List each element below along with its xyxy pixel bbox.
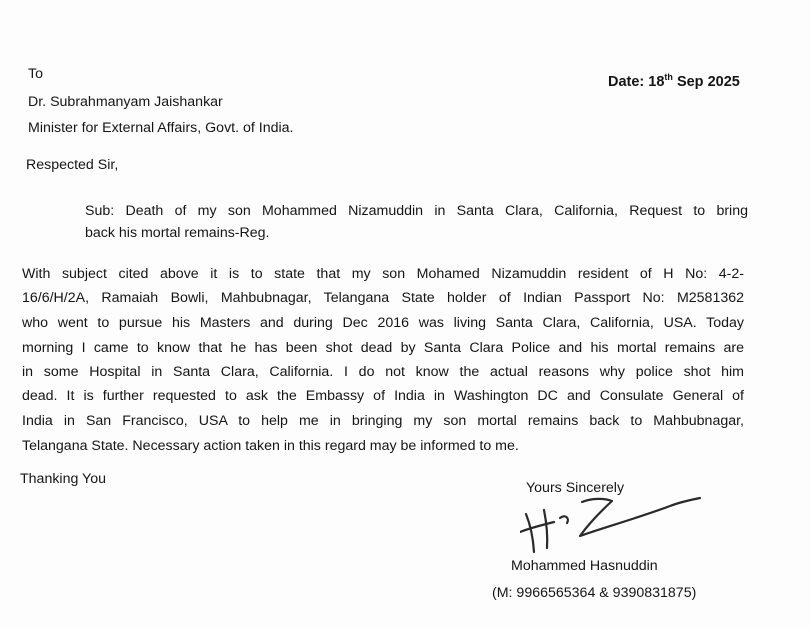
date-prefix: Date: 18 bbox=[608, 74, 665, 90]
body-line: India in San Francisco, USA to help me in bringing my son mortal remains back to Mahbubnagar, bbox=[22, 413, 744, 429]
closing-text: Yours Sincerely bbox=[526, 480, 625, 496]
recipient-title: Minister for External Affairs, Govt. of India. bbox=[28, 120, 294, 136]
subject-line: back his mortal remains-Reg. bbox=[85, 225, 270, 241]
subject-line: Sub: Death of my son Mohammed Nizamuddin in Santa Clara, California, Request to bring bbox=[85, 203, 748, 219]
salutation: Respected Sir, bbox=[26, 157, 119, 173]
body-line: dead. It is further requested to ask the Embassy of India in Washington DC and Consulate General of bbox=[22, 388, 744, 404]
recipient-name: Dr. Subrahmanyam Jaishankar bbox=[28, 94, 223, 110]
date-superscript: th bbox=[664, 72, 673, 82]
date-suffix: Sep 2025 bbox=[672, 74, 740, 90]
letter-date bbox=[608, 73, 740, 91]
sender-name: Mohammed Hasnuddin bbox=[511, 558, 658, 574]
thanking-text: Thanking You bbox=[20, 471, 106, 487]
body-line: morning I came to know that he has been shot dead by Santa Clara Police and his mortal remains are bbox=[22, 340, 744, 356]
body-line: With subject cited above it is to state that my son Mohamed Nizamuddin resident of H No: 4-2- bbox=[22, 266, 744, 282]
body-line: who went to pursue his Masters and during Dec 2016 was living Santa Clara, California, USA. Today bbox=[22, 315, 744, 331]
handwritten-signature bbox=[520, 492, 705, 554]
sender-phone: (M: 9966565364 & 9390831875) bbox=[492, 585, 697, 601]
to-label: To bbox=[28, 66, 43, 82]
body-line: 16/6/H/2A, Ramaiah Bowli, Mahbubnagar, Telangana State holder of Indian Passport No: M2581362 bbox=[22, 290, 744, 306]
body-line: Telangana State. Necessary action taken in this regard may be informed to me. bbox=[22, 438, 519, 454]
body-line: in some Hospital in Santa Clara, California. I do not know the actual reasons why police shot him bbox=[22, 364, 744, 380]
